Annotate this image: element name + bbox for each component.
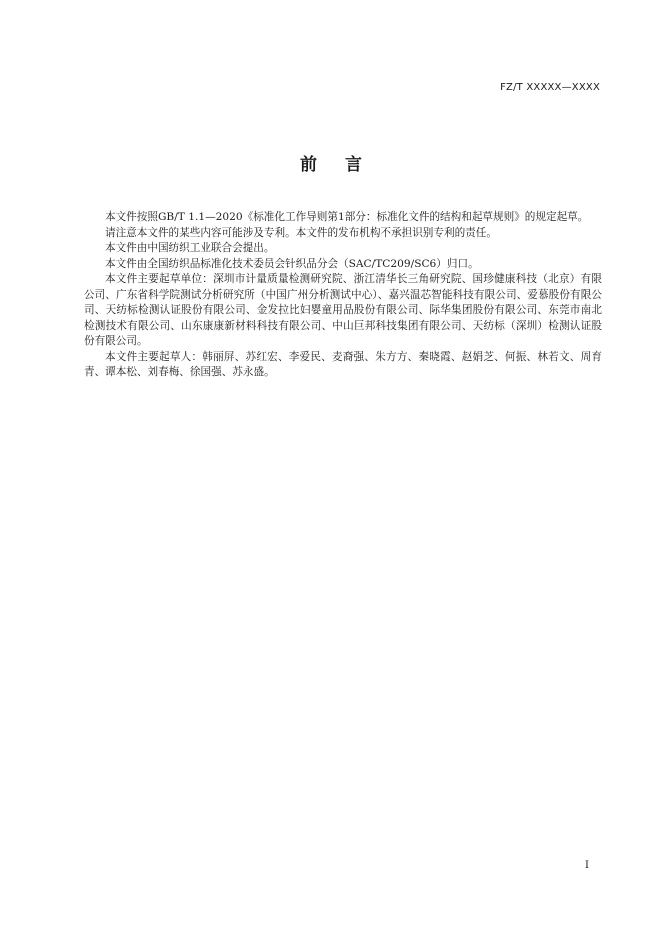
page-title: 前言 [300,155,390,175]
paragraph-drafting-units: 本文件主要起草单位：深圳市计量质量检测研究院、浙江清华长三角研究院、国珍健康科技（北京）有限公司、广东省科学院测试分析研究所（中国广州分析测试中心）、嘉兴温芯智能科技有限公司、爱慕股份有限公司、天纺标检测认证股份有限公司、金发拉比妇婴童用品股份有限公司、际华集团股份有限公司、东莞市南北检测技术有限公司、山东康康新材料科技有限公司、中山巨邦科技集团有限公司、天纺标（深圳）检测认证股份有限公司。 [84,273,602,347]
document-code: FZ/T XXXXX—XXXX [500,82,600,93]
paragraph-drafters: 本文件主要起草人：韩丽屏、苏红宏、李爱民、麦裔强、朱方方、秦晓霞、赵娟芝、何振、林若文、周育青、谭本松、刘春梅、徐国强、苏永盛。 [84,350,602,378]
foreword-body [84,210,602,381]
paragraph-drafting-rules: 本文件按照GB/T 1.1—2020《标准化工作导则第1部分：标准化文件的结构和起草规则》的规定起草。 [105,211,589,223]
paragraph-patent-notice: 请注意本文件的某些内容可能涉及专利。本文件的发布机构不承担识别专利的责任。 [105,226,497,239]
paragraph-proposed-by: 本文件由中国纺织工业联合会提出。 [105,242,275,254]
page-number: I [585,860,589,871]
paragraph-under-jurisdiction: 本文件由全国纺织品标准化技术委员会针织品分会（SAC/TC209/SC6）归口。 [105,257,479,270]
